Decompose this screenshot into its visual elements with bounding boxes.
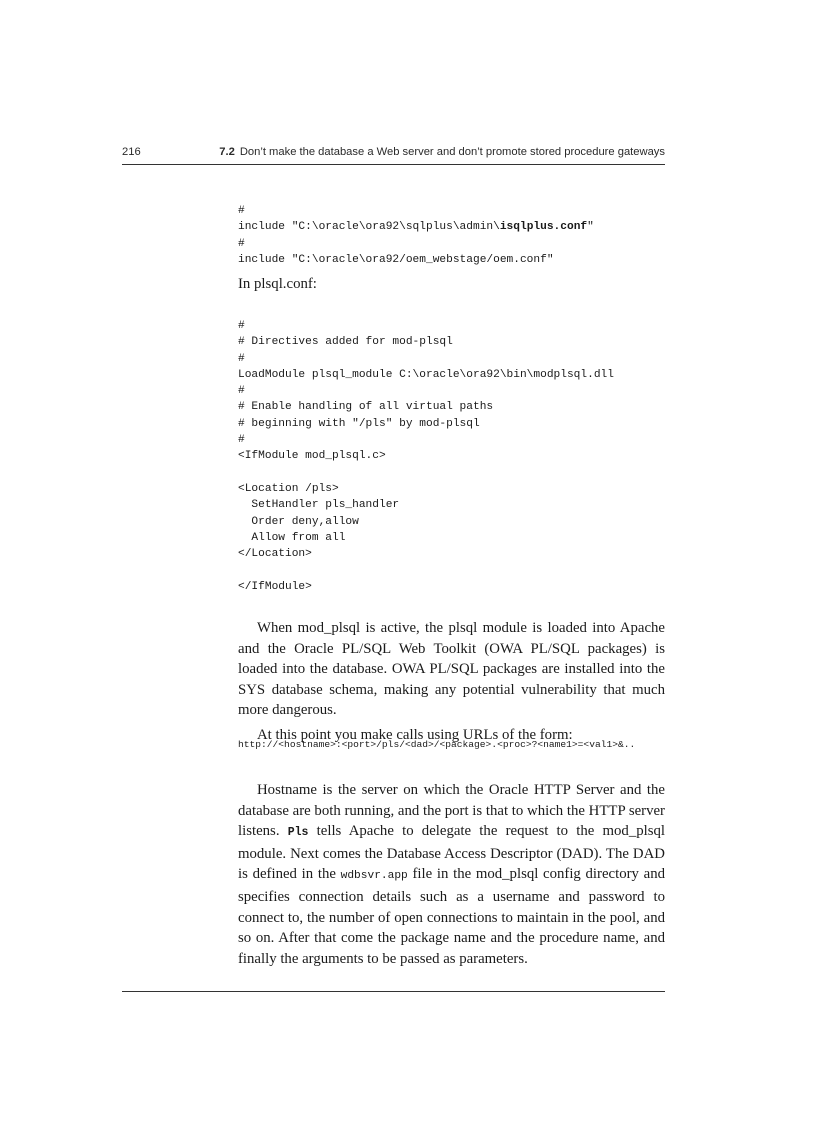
section-number: 7.2 <box>219 146 235 158</box>
code-line-end: " <box>587 221 594 234</box>
text-run: file in the mod_plsql config directory and specifies connection details such as a username and password to connect to, the number of open connections to maintain in the pool, and so on. After that come the package name and the procedure name, and finally the arguments to be passed as parameters. <box>238 866 665 967</box>
plsql-conf-intro <box>238 274 665 295</box>
code-line: # <box>238 237 245 250</box>
paragraph-hostname <box>238 780 665 969</box>
code-bold-filename: isqlplus.conf <box>499 221 588 234</box>
body-text <box>238 618 665 746</box>
inline-code-wdbsvr: wdbsvr.app <box>340 870 408 883</box>
code-line: include "C:\oracle\ora92\sqlplus\admin\ <box>238 221 500 234</box>
code-block-httpd-conf <box>238 203 594 268</box>
header-rule <box>122 164 665 165</box>
text-run: tells Apache to delegate the request to the mod_plsql module. Next comes the Database Access Descriptor (DAD). The DAD is defined in the <box>238 823 666 883</box>
running-header <box>122 146 665 162</box>
section-heading <box>219 146 665 158</box>
body-text-2 <box>238 780 665 969</box>
footer-rule <box>122 991 665 992</box>
text-run: Hostname is the server on which the Oracle HTTP Server and the database are both running, and the port is that to which the HTTP server listens. <box>238 782 665 840</box>
paragraph-url-intro: At this point you make calls using URLs of the form: <box>257 726 573 743</box>
intro-text: In plsql.conf: <box>238 276 317 292</box>
url-form: http://<hostname>:<port>/pls/<dad>/<package>.<proc>?<name1>=<val1>&.. <box>238 739 636 750</box>
inline-code-pls: Pls <box>287 826 309 840</box>
page-number: 216 <box>122 146 141 158</box>
code-line: include "C:\oracle\ora92/oem_webstage/oem.conf" <box>238 253 554 266</box>
code-line: # <box>238 205 245 217</box>
section-title: Don’t make the database a Web server and don’t promote stored procedure gateways <box>239 146 665 158</box>
paragraph-mod-plsql: When mod_plsql is active, the plsql module is loaded into Apache and the Oracle PL/SQL Web Toolkit (OWA PL/SQL packages) is loaded into the database. OWA PL/SQL packages are installed into the SYS database schema, making any potential vulnerability that much more dangerous. <box>238 620 665 719</box>
code-block-plsql-conf: # # Directives added for mod-plsql # LoadModule plsql_module C:\oracle\ora92\bin\modplsql.dll # # Enable handling of all virtual paths # beginning with "/pls" by mod-plsql # <IfModule mod_plsql.c> <Location /pls> SetHandler pls_handler Order deny,allow Allow from all </Location> </IfModule> <box>238 320 614 593</box>
